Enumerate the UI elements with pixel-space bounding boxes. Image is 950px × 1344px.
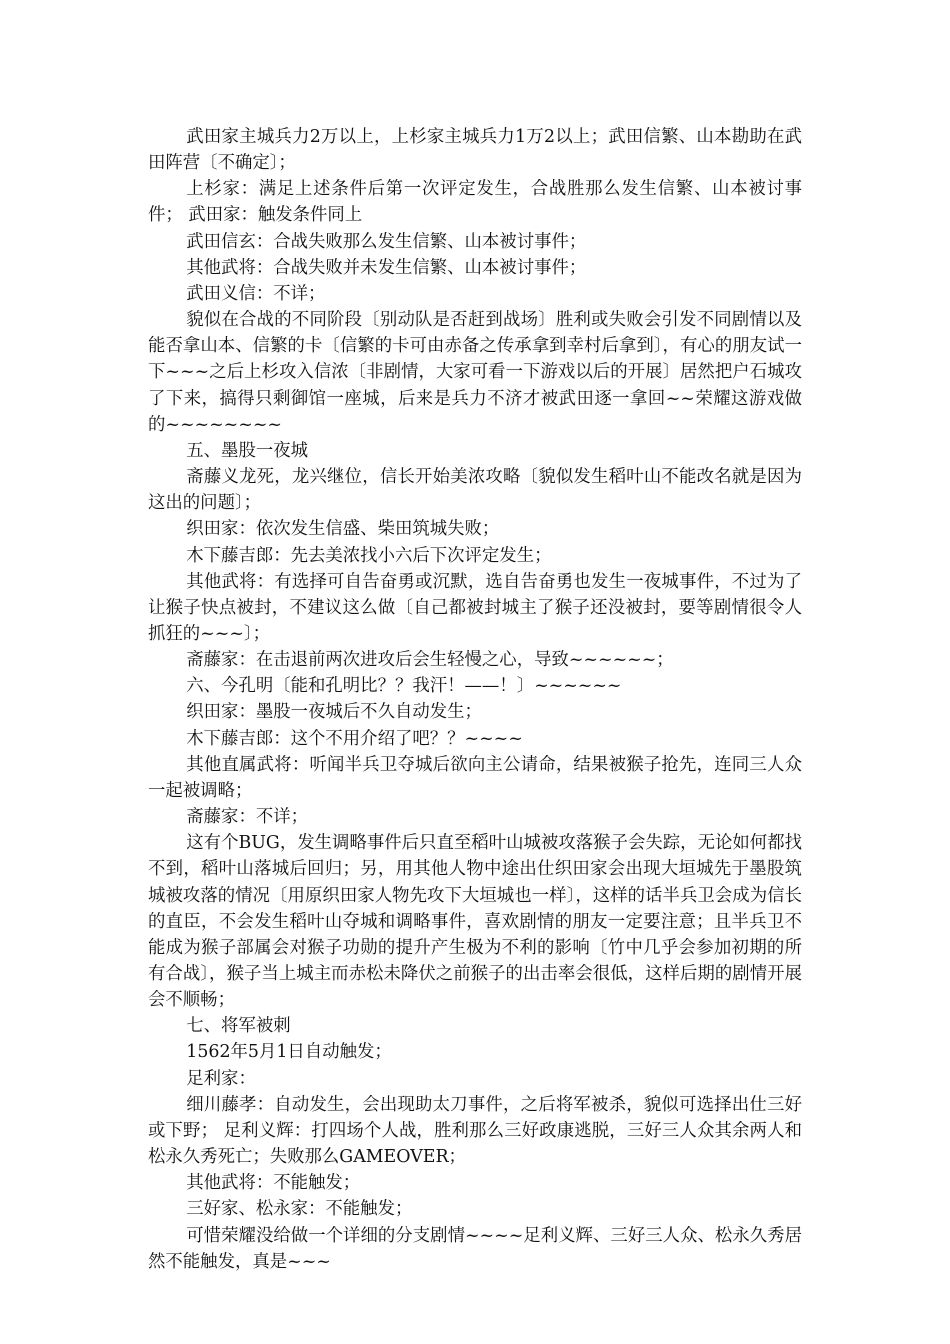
paragraph: 上杉家：满足上述条件后第一次评定发生，合战胜那么发生信繁、山本被讨事件； 武田家：触发条件同上 — [148, 179, 802, 226]
paragraph: 木下藤吉郎：这个不用介绍了吧？？~~~~ — [186, 728, 523, 749]
paragraph: 斋藤家：在击退前两次进攻后会生轻慢之心，导致~~~~~~； — [186, 650, 674, 671]
paragraph: 足利家： — [186, 1068, 256, 1089]
paragraph: 斋藤义龙死，龙兴继位，信长开始美浓攻略〔貌似发生稻叶山不能改名就是因为这出的问题〕； — [148, 467, 802, 514]
paragraph: 可惜荣耀没给做一个详细的分支剧情~~~~足利义辉、三好三人众、松永久秀居然不能触发，真是~~~ — [148, 1225, 802, 1272]
paragraph: 织田家：依次发生信盛、柴田筑城失败； — [186, 519, 500, 540]
paragraph: 这有个BUG，发生调略事件后只直至稻叶山城被攻落猴子会失踪，无论如何都找不到，稻叶山落城后回归；另，用其他人物中途出仕织田家会出现大垣城先于墨股筑城被攻落的情况〔用原织田家人物先攻下大垣城也一样〕，这样的话半兵卫会成为信长的直臣，不会发生稻叶山夺城和调略事件，喜欢剧情的朋友一定要注意；且半兵卫不能成为猴子部属会对猴子功勋的提升产生极为不利的影响〔竹中几乎会参加初期的所有合战〕，猴子当上城主而赤松未降伏之前猴子的出击率会很低，这样后期的剧情开展会不顺畅； — [148, 833, 802, 1011]
paragraph: 其他直属武将：听闻半兵卫夺城后欲向主公请命，结果被猴子抢先，连同三人众一起被调略； — [148, 754, 802, 801]
section-heading: 七、将军被刺 — [186, 1016, 291, 1037]
document-body — [148, 124, 802, 1275]
section-heading: 六、今孔明〔能和孔明比？？我汗！——！〕~~~~~~ — [186, 676, 622, 697]
paragraph: 其他武将：合战失败并未发生信繁、山本被讨事件； — [186, 257, 587, 278]
paragraph: 其他武将：有选择可自告奋勇或沉默，选自告奋勇也发生一夜城事件，不过为了让猴子快点被封，不建议这么做〔自己都被封城主了猴子还没被封，要等剧情很令人抓狂的~~~〕； — [148, 571, 802, 644]
paragraph: 细川藤孝：自动发生，会出现助太刀事件，之后将军被杀，貌似可选择出仕三好或下野； 足利义辉：打四场个人战，胜利那么三好政康逃脱，三好三人众其余两人和松永久秀死亡；失败那么GAMEOVER； — [148, 1094, 802, 1168]
paragraph: 武田信玄：合战失败那么发生信繁、山本被讨事件； — [186, 231, 587, 252]
paragraph: 貌似在合战的不同阶段〔别动队是否赶到战场〕胜利或失败会引发不同剧情以及能否拿山本、信繁的卡〔信繁的卡可由赤备之传承拿到幸村后拿到〕，有心的朋友试一下~~~之后上杉攻入信浓〔非剧情，大家可看一下游戏以后的开展〕居然把户石城攻了下来，搞得只剩御馆一座城，后来是兵力不济才被武田逐一拿回~~荣耀这游戏做的~~~~~~~~ — [148, 310, 802, 435]
paragraph: 木下藤吉郎：先去美浓找小六后下次评定发生； — [186, 545, 552, 566]
paragraph: 三好家、松永家：不能触发； — [186, 1199, 413, 1220]
paragraph: 其他武将：不能触发； — [186, 1173, 361, 1194]
paragraph: 武田家主城兵力2万以上，上杉家主城兵力1万2以上；武田信繁、山本勘助在武田阵营〔不确定〕； — [148, 127, 802, 174]
paragraph: 织田家：墨股一夜城后不久自动发生； — [186, 702, 482, 723]
paragraph: 1562年5月1日自动触发； — [186, 1042, 392, 1063]
section-heading: 五、墨股一夜城 — [186, 440, 309, 461]
paragraph: 斋藤家：不详； — [186, 807, 309, 828]
paragraph: 武田义信：不详； — [186, 283, 326, 304]
